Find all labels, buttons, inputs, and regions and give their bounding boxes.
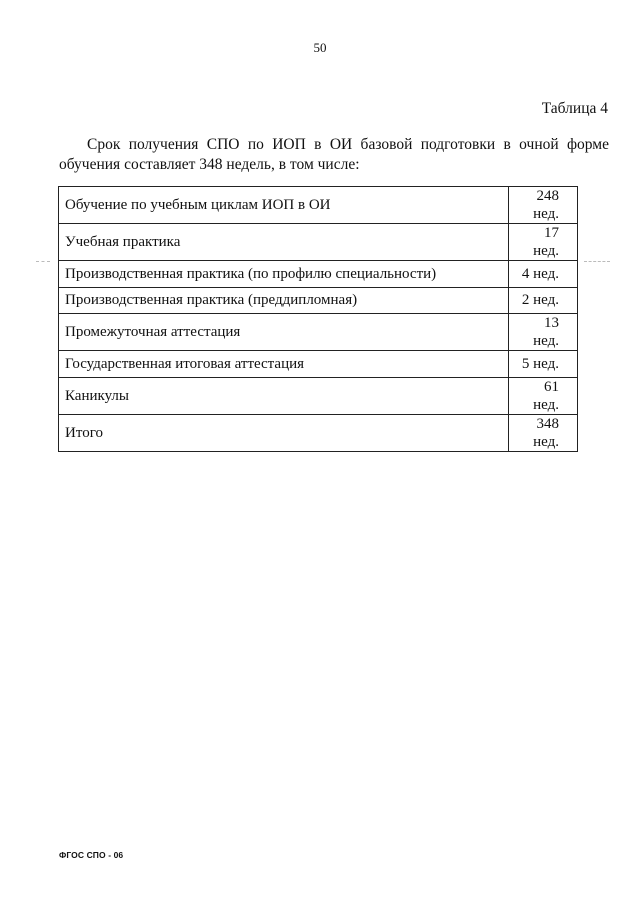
table-row [59, 224, 578, 261]
study-duration-table [58, 186, 578, 452]
table-row [59, 414, 578, 451]
table-row [59, 351, 578, 378]
row-value: 2 нед. [509, 287, 578, 314]
row-value: 13 нед. [509, 314, 578, 351]
row-value: 61 нед. [509, 377, 578, 414]
table-row [59, 287, 578, 314]
intro-paragraph: Срок получения СПО по ИОП в ОИ базовой подготовки в очной форме обучения составляет 348 недель, в том числе: [59, 136, 609, 173]
row-label: Промежуточная аттестация [59, 314, 509, 351]
table-row [59, 261, 578, 288]
row-label: Обучение по учебным циклам ИОП в ОИ [59, 187, 509, 224]
footer-code: ФГОС СПО - 06 [59, 850, 124, 860]
table-row [59, 377, 578, 414]
scan-artifact-right [584, 261, 610, 262]
table-caption: Таблица 4 [541, 100, 608, 117]
row-value: 17 нед. [509, 224, 578, 261]
row-label: Государственная итоговая аттестация [59, 351, 509, 378]
row-label: Каникулы [59, 377, 509, 414]
row-label: Итого [59, 414, 509, 451]
table-row [59, 314, 578, 351]
row-value: 4 нед. [509, 261, 578, 288]
row-value: 248 нед. [509, 187, 578, 224]
table-row [59, 187, 578, 224]
row-label: Производственная практика (по профилю специальности) [59, 261, 509, 288]
row-label: Учебная практика [59, 224, 509, 261]
row-value: 348 нед. [509, 414, 578, 451]
row-value: 5 нед. [509, 351, 578, 378]
scan-artifact-left [36, 261, 50, 262]
page-number: 50 [313, 40, 327, 55]
row-label: Производственная практика (преддипломная) [59, 287, 509, 314]
